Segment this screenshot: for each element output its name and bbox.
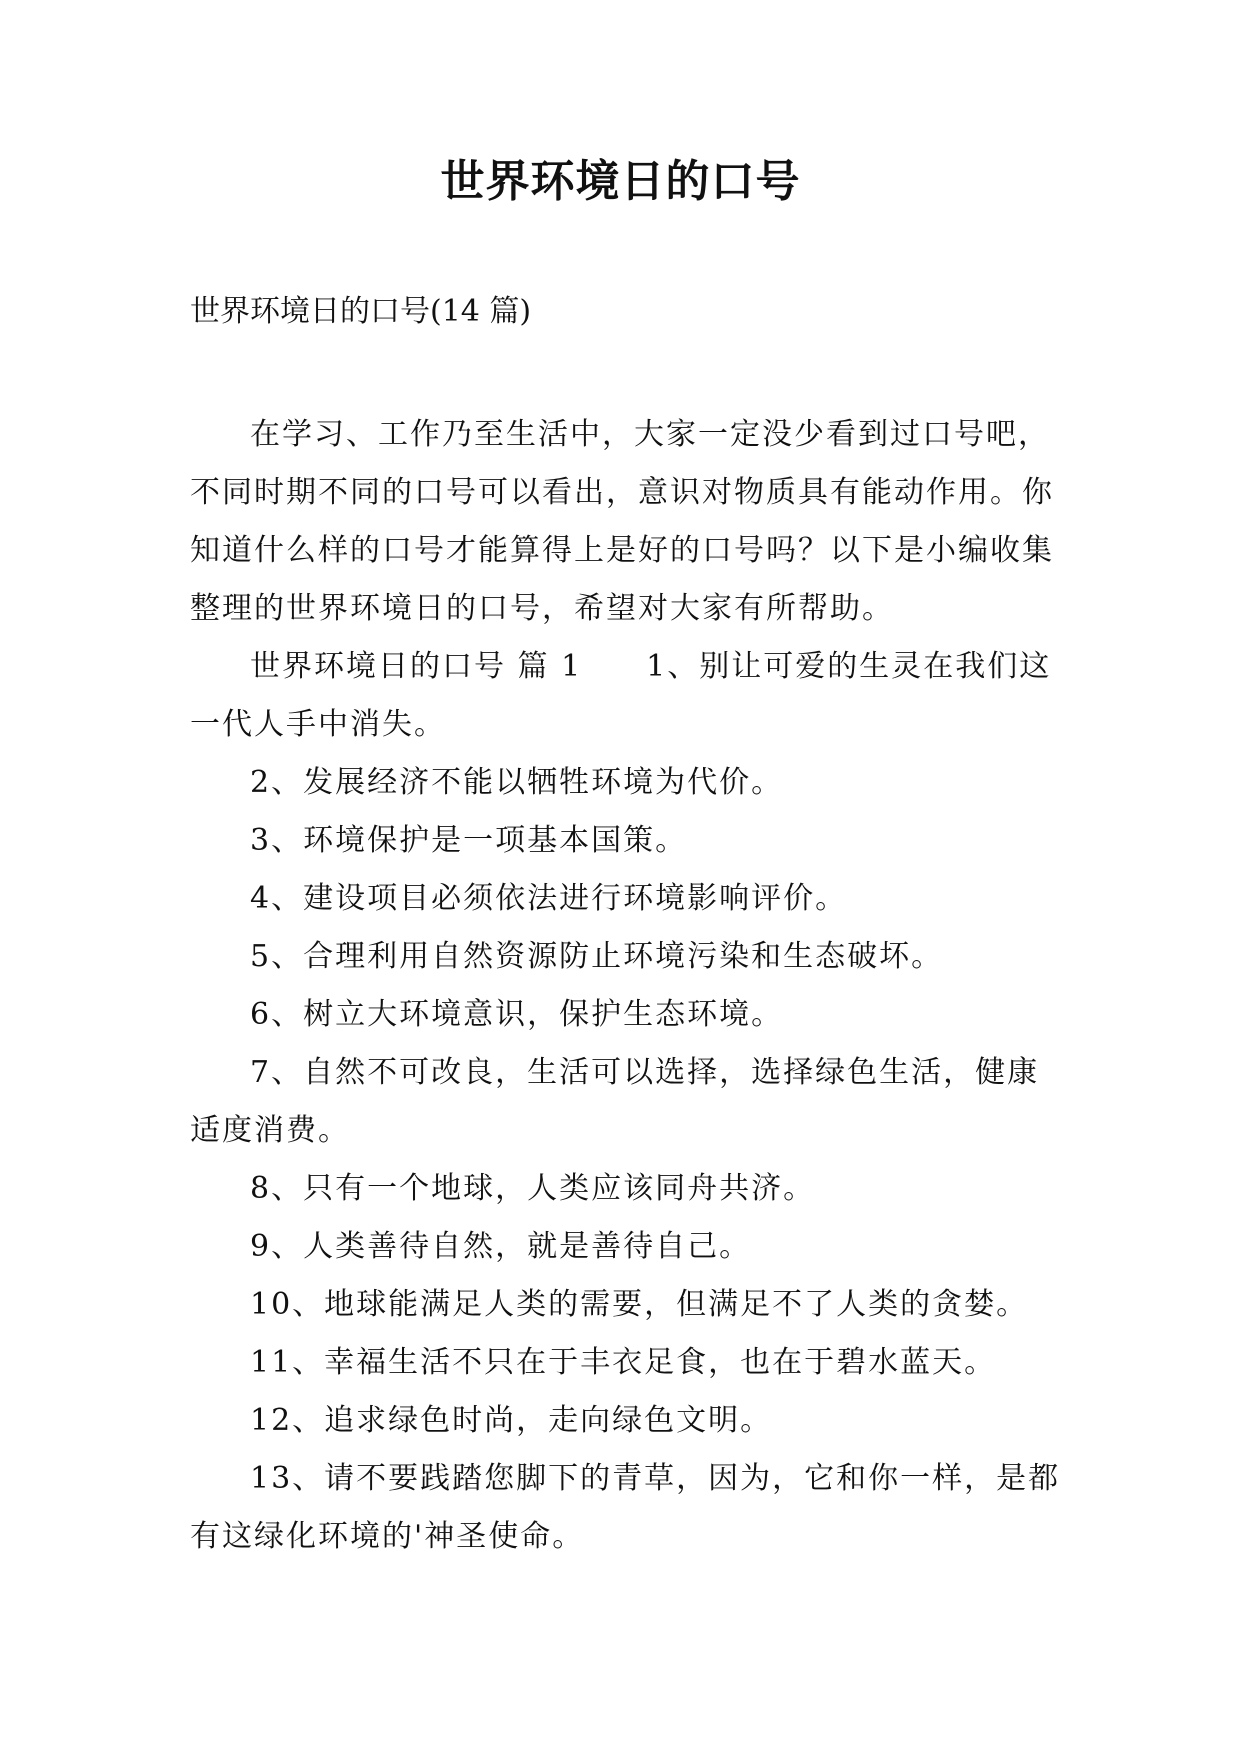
slogan-item: 13、请不要践踏您脚下的青草，因为，它和你一样，是都有这绿化环境的'神圣使命。 bbox=[190, 1461, 1061, 1554]
document-body bbox=[190, 406, 1070, 1566]
slogan-item: 6、树立大环境意识，保护生态环境。 bbox=[250, 997, 784, 1032]
slogan-item: 2、发展经济不能以牺牲环境为代价。 bbox=[250, 765, 784, 800]
slogan-item: 4、建设项目必须依法进行环境影响评价。 bbox=[250, 881, 848, 916]
slogan-item: 8、只有一个地球，人类应该同舟共济。 bbox=[250, 1171, 816, 1206]
section-paragraph bbox=[190, 638, 1070, 754]
slogan-item: 12、追求绿色时尚，走向绿色文明。 bbox=[250, 1403, 773, 1438]
slogan-item: 9、人类善待自然，就是善待自己。 bbox=[250, 1229, 752, 1264]
intro-paragraph: 在学习、工作乃至生活中，大家一定没少看到过口号吧，不同时期不同的口号可以看出，意识对物质具有能动作用。你知道什么样的口号才能算得上是好的口号吗？以下是小编收集整理的世界环境日的口号，希望对大家有所帮助。 bbox=[190, 417, 1054, 626]
slogan-item: 10、地球能满足人类的需要，但满足不了人类的贪婪。 bbox=[250, 1287, 1029, 1322]
section-label: 世界环境日的口号 篇 1 bbox=[250, 649, 583, 684]
document-title: 世界环境日的口号 bbox=[440, 156, 801, 207]
slogan-item: 7、自然不可改良，生活可以选择，选择绿色生活，健康适度消费。 bbox=[190, 1055, 1040, 1148]
slogan-item: 11、幸福生活不只在于丰衣足食，也在于碧水蓝天。 bbox=[250, 1345, 997, 1380]
slogan-item: 5、合理利用自然资源防止环境污染和生态破坏。 bbox=[250, 939, 944, 974]
slogan-list bbox=[190, 754, 1070, 1566]
document-subtitle: 世界环境日的口号(14 篇) bbox=[190, 294, 532, 329]
slogan-item: 3、环境保护是一项基本国策。 bbox=[250, 823, 688, 858]
slogan-item: 1、别让可爱的生灵在我们这一代人手中消失。 bbox=[190, 649, 1052, 742]
